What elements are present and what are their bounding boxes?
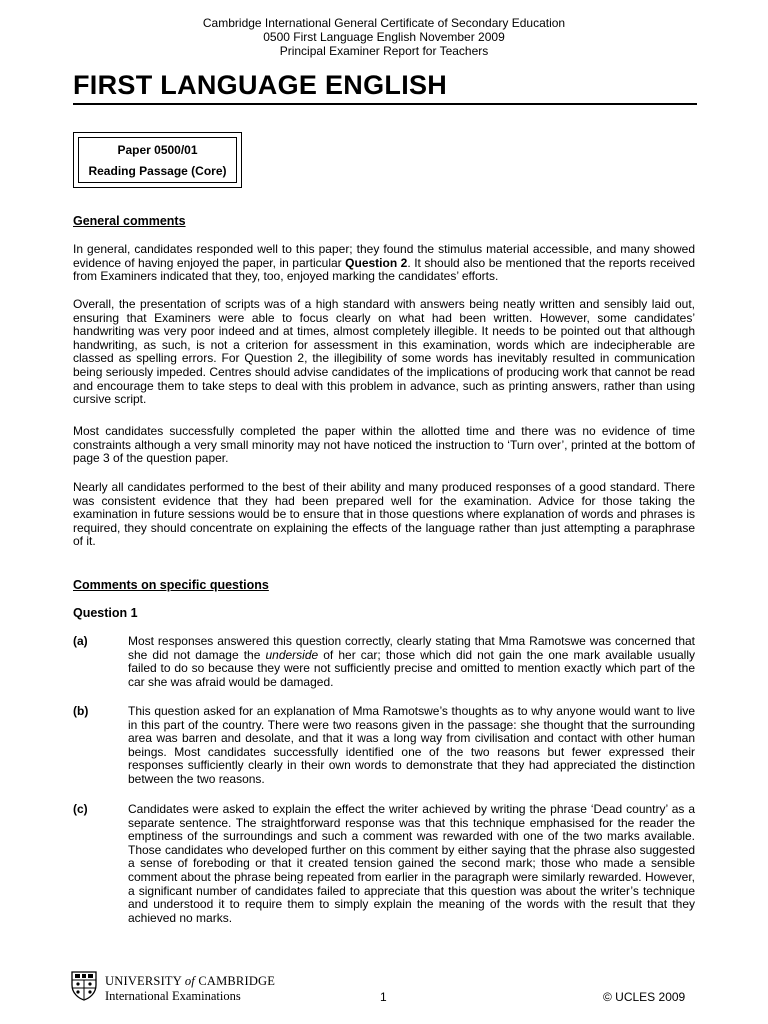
item-a-emphasis: underside (265, 647, 319, 662)
specific-comments-heading: Comments on specific questions (73, 578, 269, 592)
item-c-label: (c) (73, 802, 88, 816)
general-paragraph-1 (73, 243, 695, 284)
university-prefix: UNIVERSITY (105, 974, 182, 988)
page-title: FIRST LANGUAGE ENGLISH (73, 70, 448, 100)
item-a-label: (a) (73, 634, 88, 648)
university-of: of (184, 974, 195, 988)
general-paragraph-2: Overall, the presentation of scripts was of a high standard with answers being neatly written and sensibly laid out, ensuring that Examiners were able to focus clearly on what had been written. However, some candidates’ handwriting was very poor indeed and at times, almost completely illegible. It needs to be pointed out that although handwriting, as such, is not a criterion for assessment in this examination, words which are indecipherable are classed as spelling errors. For Question 2, the illegibility of some words has inevitably resulted in communication being seriously impeded. Centres should advise candidates of the implications of producing work that cannot be read and encourage them to take steps to deal with this problem in advance, such as printing answers, rather than using cursive script. (73, 297, 695, 407)
item-c-text: Candidates were asked to explain the effect the writer achieved by writing the phrase ‘Dead country’ as a separate sentence. The straightforward response was that this technique emphasised for the reader the emptiness of the surroundings and such a comment was rewarded with one of the two marks available. Those candidates who developed further on this comment by either saying that the phrase also suggested a sense of foreboding or that it created tension gained the second mark; those who made a sensible comment about the phrase being repeated from earlier in the paragraph were similarly rewarded. However, a significant number of candidates failed to appreciate that this question was about the writer’s technique and understood it to require them to simply explain the meaning of the words with the result that they achieved no marks. (128, 802, 695, 925)
general-comments-heading: General comments (73, 214, 186, 228)
title-rule (73, 103, 697, 105)
university-city: CAMBRIDGE (198, 974, 276, 988)
copyright: © UCLES 2009 (603, 990, 686, 1004)
item-b-label: (b) (73, 704, 89, 718)
paper-box-inner (78, 137, 237, 183)
general-p1-question-ref: Question 2 (345, 255, 408, 270)
item-a-text-end: of her car; those which did not gain the one mark available usually failed to do so because they were not sufficiently precise and omitted to mention exactly which part of the car she was afraid would be damaged. (128, 647, 695, 689)
general-paragraph-4: Nearly all candidates performed to the best of their ability and many produced responses of a good standard. There was consistent evidence that they had been prepared well for the examination. Advice for those taking the examination in future sessions would be to ensure that in those questions where explanation of words and phrases is required, they should concentrate on explaining the effects of the language rather than just attempting a paraphrase of it. (73, 480, 695, 549)
page-number: 1 (380, 990, 387, 1004)
international-examinations: International Examinations (105, 989, 241, 1003)
question-1-heading: Question 1 (73, 606, 138, 620)
paper-title: Reading Passage (Core) (88, 164, 227, 178)
paper-code: Paper 0500/01 (117, 143, 198, 157)
general-p1-text-start: In general, candidates responded well to this paper; they found the stimulus material accessible, and many showed evidence of having enjoyed the paper, in particular (73, 242, 695, 270)
header-line-syllabus: 0500 First Language English November 2009 (263, 30, 505, 44)
item-b-text: This question asked for an explanation of Mma Ramotswe’s thoughts as to why anyone would want to live in this part of the country. There were two reasons given in the passage: she thought that the surrounding area was barren and desolate, and that it was a long way from civilisation and contact with other human beings. Most candidates successfully identified one of the two reasons but fewer expressed their responses sufficiently clearly in their own words to demonstrate that they had appreciated the distinction between the two reasons. (128, 704, 695, 786)
header-line-report-type: Principal Examiner Report for Teachers (279, 44, 489, 58)
university-name (105, 974, 275, 989)
item-a-text-start: Most responses answered this question correctly, clearly stating that Mma Ramotswe was concerned that she did not damage the (128, 634, 695, 662)
paper-box (73, 132, 242, 188)
cambridge-logo (71, 969, 276, 1007)
header-line-qualification: Cambridge International General Certificate of Secondary Education (202, 16, 566, 30)
item-a-text (128, 635, 695, 689)
general-p1-text-end: . It should also be mentioned that the reports received from Examiners indicated that they, too, enjoyed marking the candidates’ efforts. (73, 255, 696, 284)
crest-icon (71, 971, 97, 1001)
general-paragraph-3: Most candidates successfully completed the paper within the allotted time and there was no evidence of time constraints although a very small minority may not have noticed the instruction to ‘Turn over’, printed at the bottom of page 3 of the question paper. (73, 424, 695, 466)
